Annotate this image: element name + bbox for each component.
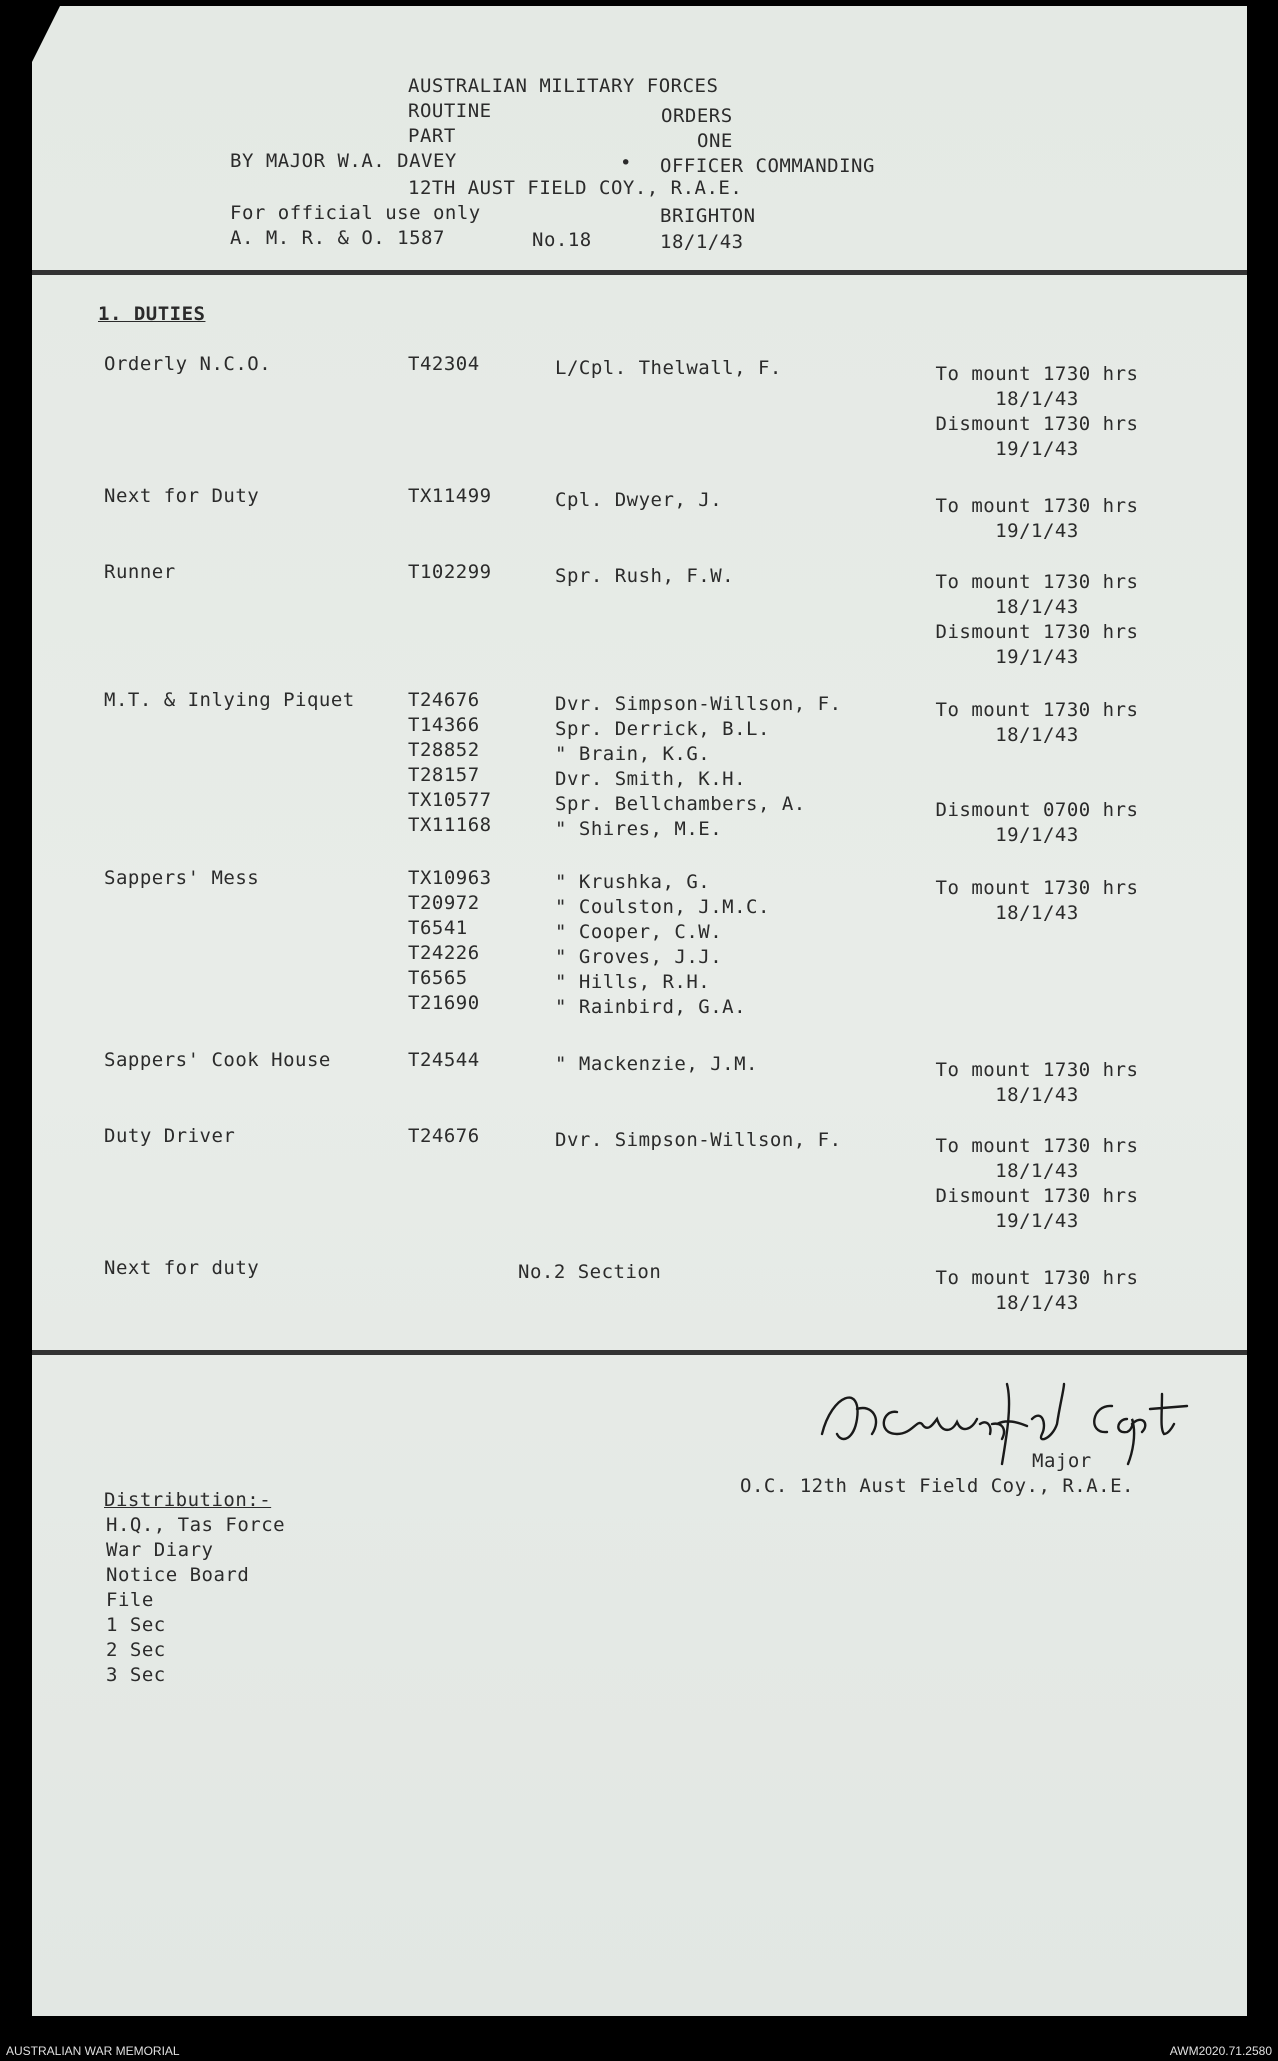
personnel-name: " Coulston, J.M.C. [555,896,770,918]
duty-time: To mount 1730 hrs [935,495,1139,517]
service-number: T24676 [408,689,480,711]
duty-time: Dismount 0700 hrs [935,799,1139,821]
duty-time: Dismount 1730 hrs [935,1185,1139,1207]
distribution-item: H.Q., Tas Force [106,1514,286,1536]
personnel-name: " Shires, M.E. [555,818,723,840]
personnel-name: Spr. Derrick, B.L. [555,718,770,740]
personnel-name: No.2 Section [518,1261,662,1283]
header-date: 18/1/43 [660,231,744,253]
header-rule [32,270,1247,275]
distribution-item: War Diary [106,1539,214,1561]
personnel-name: Dvr. Simpson-Willson, F. [555,693,842,715]
header-part: PART [408,125,456,147]
service-number: TX10577 [408,789,492,811]
service-number: TX11168 [408,814,492,836]
service-number: TX10963 [408,867,492,889]
personnel-name: " Brain, K.G. [555,743,711,765]
duty-label: Duty Driver [104,1125,236,1147]
service-number: TX11499 [408,485,492,507]
service-number: T20972 [408,892,480,914]
header-amr: A. M. R. & O. 1587 [230,227,445,249]
duty-time: To mount 1730 hrs [935,1135,1139,1157]
duty-label: Sappers' Cook House [104,1049,331,1071]
header-official: For official use only [230,202,481,224]
section-title: 1. DUTIES [98,303,206,325]
duty-time: 18/1/43 [995,596,1079,618]
personnel-name: " Cooper, C.W. [555,921,723,943]
duty-time: 18/1/43 [995,388,1079,410]
duty-time: 19/1/43 [995,438,1079,460]
header-number: No.18 [532,229,592,251]
service-number: T21690 [408,992,480,1014]
duty-time: 19/1/43 [995,1210,1079,1232]
duty-time: 19/1/43 [995,646,1079,668]
duty-time: 18/1/43 [995,902,1079,924]
personnel-name: Dvr. Simpson-Willson, F. [555,1129,842,1151]
duty-time: To mount 1730 hrs [935,571,1139,593]
personnel-name: Dvr. Smith, K.H. [555,768,747,790]
personnel-name: Spr. Bellchambers, A. [555,793,806,815]
distribution-item: 1 Sec [106,1614,166,1636]
signature-title: O.C. 12th Aust Field Coy., R.A.E. [740,1475,1134,1497]
duty-label: Runner [104,561,176,583]
service-number: T24676 [408,1125,480,1147]
duty-time: To mount 1730 hrs [935,1059,1139,1081]
duty-time: 19/1/43 [995,824,1079,846]
duty-time: To mount 1730 hrs [935,877,1139,899]
duty-time: 18/1/43 [995,724,1079,746]
duty-label: Next for duty [104,1257,260,1279]
handwritten-signature [802,1364,1242,1474]
header-dot: • [620,152,632,174]
distribution-item: 3 Sec [106,1664,166,1686]
header-by: BY MAJOR W.A. DAVEY [230,150,457,172]
duty-label: Next for Duty [104,485,260,507]
folded-corner [32,6,60,62]
service-number: T102299 [408,561,492,583]
service-number: T24226 [408,942,480,964]
duty-time: 19/1/43 [995,520,1079,542]
personnel-name: " Hills, R.H. [555,971,711,993]
personnel-name: " Mackenzie, J.M. [555,1053,758,1075]
service-number: T6541 [408,917,468,939]
footer-accession: AWM2020.71.2580 [1169,2044,1272,2058]
signature-rank: Major [1032,1450,1092,1472]
service-number: T14366 [408,714,480,736]
duty-time: To mount 1730 hrs [935,1267,1139,1289]
header-forces: AUSTRALIAN MILITARY FORCES [408,75,719,97]
personnel-name: " Rainbird, G.A. [555,996,747,1018]
distribution-item: File [106,1589,154,1611]
distribution-item: Notice Board [106,1564,250,1586]
distribution-item: 2 Sec [106,1639,166,1661]
duty-time: Dismount 1730 hrs [935,413,1139,435]
service-number: T42304 [408,353,480,375]
service-number: T6565 [408,967,468,989]
duty-time: To mount 1730 hrs [935,363,1139,385]
personnel-name: Spr. Rush, F.W. [555,565,735,587]
service-number: T24544 [408,1049,480,1071]
distribution-heading: Distribution:- [104,1489,272,1511]
duty-label: Sappers' Mess [104,867,260,889]
footer-credit: AUSTRALIAN WAR MEMORIAL [6,2044,180,2058]
duty-time: Dismount 1730 hrs [935,621,1139,643]
header-one: ONE [697,130,733,152]
document-page [32,6,1247,2016]
footer-rule [32,1350,1247,1355]
duty-time: 18/1/43 [995,1160,1079,1182]
header-routine: ROUTINE [408,100,492,122]
personnel-name: " Krushka, G. [555,871,711,893]
personnel-name: Cpl. Dwyer, J. [555,489,723,511]
duty-time: To mount 1730 hrs [935,699,1139,721]
header-officer: OFFICER COMMANDING [660,155,875,177]
header-place: BRIGHTON [660,205,756,227]
service-number: T28852 [408,739,480,761]
duty-label: Orderly N.C.O. [104,353,272,375]
header-orders: ORDERS [661,105,733,127]
personnel-name: " Groves, J.J. [555,946,723,968]
duty-time: 18/1/43 [995,1084,1079,1106]
service-number: T28157 [408,764,480,786]
duty-time: 18/1/43 [995,1292,1079,1314]
header-unit: 12TH AUST FIELD COY., R.A.E. [408,177,743,199]
personnel-name: L/Cpl. Thelwall, F. [555,357,782,379]
duty-label: M.T. & Inlying Piquet [104,689,355,711]
